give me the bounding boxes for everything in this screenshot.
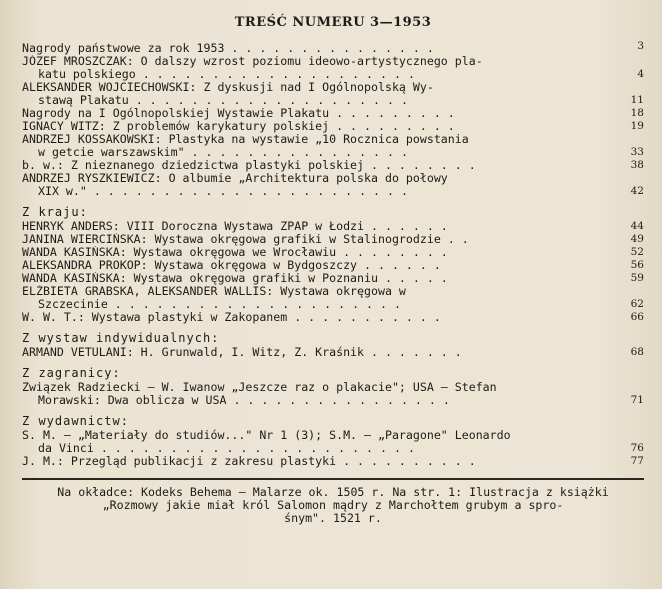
toc-section <box>22 332 644 359</box>
toc-entry-line: HENRYK ANDERS: VIII Doroczna Wystawa ZPAP w Łodzi . . . . . . <box>22 220 448 233</box>
toc-sections <box>22 206 644 468</box>
toc-entry <box>22 259 644 272</box>
page-number: 38 <box>630 159 644 171</box>
toc-entry <box>22 311 644 324</box>
toc-entry-line: ALEKSANDRA PROKOP: Wystawa okręgowa w Bydgoszczy . . . . . . <box>22 259 441 272</box>
toc-entry-line: WANDA KASIŃSKA: Wystawa okręgowa we Wrocławiu . . . . . . . . <box>22 246 448 259</box>
page-number: 18 <box>630 107 644 119</box>
page-number: 19 <box>630 120 644 132</box>
toc-entry-line: Związek Radziecki — W. Iwanow „Jeszcze raz o plakacie"; USA — Stefan <box>22 381 497 394</box>
section-heading: Z wydawnictw: <box>22 414 129 428</box>
toc-entry <box>22 455 644 468</box>
toc-entry <box>22 81 644 107</box>
caption-line: śnym". 1521 r. <box>284 511 382 525</box>
toc-entry-line: IGNACY WITZ: Z problemów karykatury polskiej . . . . . . . . . <box>22 120 455 133</box>
toc-entry-line: stawą Plakatu . . . . . . . . . . . . . . . . . . . . <box>38 94 408 107</box>
toc-entry-line: w getcie warszawskim" . . . . . . . . . . . . . . . . <box>38 146 408 159</box>
page-number: 76 <box>630 442 644 454</box>
toc-entry <box>22 285 644 311</box>
footer-rule <box>22 478 644 525</box>
toc-entry-line: JÓZEF MROSZCZAK: O dalszy wzrost poziomu ideowo-artystycznego pla- <box>22 55 483 68</box>
toc-section <box>22 367 644 407</box>
toc-entry-line: W. W. T.: Wystawa plastyki w Zakopanem . . . . . . . . . . . <box>22 311 441 324</box>
page-number: 77 <box>630 455 644 467</box>
section-heading: Z zagranicy: <box>22 366 121 380</box>
page-number: 62 <box>630 298 644 310</box>
page-number: 68 <box>630 346 644 358</box>
toc-entry-line: WANDA KASIŃSKA: Wystawa okręgowa grafiki w Poznaniu . . . . . <box>22 272 448 285</box>
toc-entry-line: ANDRZEJ KOSSAKOWSKI: Plastyka na wystawie „10 Rocznica powstania <box>22 133 469 146</box>
toc-entry-line: ARMAND VETULANI: H. Grunwald, I. Witz, Z. Kraśnik . . . . . . . <box>22 346 462 359</box>
toc-entry <box>22 233 644 246</box>
page-number: 52 <box>630 246 644 258</box>
toc-entry-line: Nagrody na I Ogólnopolskiej Wystawie Plakatu . . . . . . . . . <box>22 107 455 120</box>
caption-line: Na okładce: Kodeks Behema — Malarze ok. 1505 r. Na str. 1: Ilustracja z książki <box>57 485 609 499</box>
toc-entry-line: Szczecinie . . . . . . . . . . . . . . . . . . . . . <box>38 298 401 311</box>
toc-entry <box>22 107 644 120</box>
toc-section <box>22 415 644 468</box>
page-number: 49 <box>630 233 644 245</box>
toc-entry <box>22 346 644 359</box>
toc-entry <box>22 42 644 55</box>
page-number: 59 <box>630 272 644 284</box>
caption-line: „Rozmowy jakie miał król Salomon mądry z Marchołtem grubym a spro- <box>102 498 564 512</box>
page-number: 3 <box>637 40 644 52</box>
toc-entry-line: S. M. — „Materiały do studiów..." Nr 1 (3); S.M. — „Paragone" Leonardo <box>22 429 511 442</box>
toc-entry <box>22 429 644 455</box>
toc-entry-line: da Vinci . . . . . . . . . . . . . . . . . . . . . . . <box>38 442 415 455</box>
page-number: 11 <box>630 94 644 106</box>
toc-entry <box>22 133 644 159</box>
toc-entry-line: ALEKSANDER WOJCIECHOWSKI: Z dyskusji nad I Ogólnopolską Wy- <box>22 81 434 94</box>
toc-entry-line: XIX w." . . . . . . . . . . . . . . . . . . . . . . . <box>38 185 408 198</box>
toc-entry <box>22 220 644 233</box>
toc-section <box>22 206 644 324</box>
main-article-list <box>22 42 644 198</box>
toc-entry-line: J. M.: Przegląd publikacji z zakresu plastyki . . . . . . . . . . <box>22 455 476 468</box>
page-title: TREŚĆ NUMERU 3—1953 <box>234 15 432 30</box>
page-number: 42 <box>630 185 644 197</box>
page-number: 4 <box>637 68 644 80</box>
page-number: 56 <box>630 259 644 271</box>
toc-entry-line: ELŻBIETA GRABSKA, ALEKSANDER WALLIS: Wystawa okręgowa w <box>22 285 406 298</box>
toc-entry-line: JANINA WIERCIŃSKA: Wystawa okręgowa grafiki w Stalinogrodzie . . <box>22 233 469 246</box>
toc-entry-line: katu polskiego . . . . . . . . . . . . . . . . . . . . <box>38 68 415 81</box>
page-number: 66 <box>630 311 644 323</box>
toc-entry <box>22 381 644 407</box>
toc-entry-line: Morawski: Dwa oblicza w USA . . . . . . . . . . . . . . . . <box>38 394 450 407</box>
toc-entry-line: b. w.: Z nieznanego dziedzictwa plastyki polskiej . . . . . . . . <box>22 159 476 172</box>
section-heading: Z kraju: <box>22 205 88 219</box>
toc-entry-line: ANDRZEJ RYSZKIEWICZ: O albumie „Architektura polska do połowy <box>22 172 448 185</box>
toc-entry-line: Nagrody państwowe za rok 1953 . . . . . . . . . . . . . . . <box>22 42 434 55</box>
toc-entry <box>22 172 644 198</box>
page-number: 71 <box>630 394 644 406</box>
toc-entry <box>22 272 644 285</box>
toc-entry <box>22 55 644 81</box>
toc-entry <box>22 159 644 172</box>
section-heading: Z wystaw indywidualnych: <box>22 331 220 345</box>
cover-caption <box>22 486 644 525</box>
page-number: 33 <box>630 146 644 158</box>
page-number: 44 <box>630 220 644 232</box>
toc-entry <box>22 120 644 133</box>
toc-entry <box>22 246 644 259</box>
